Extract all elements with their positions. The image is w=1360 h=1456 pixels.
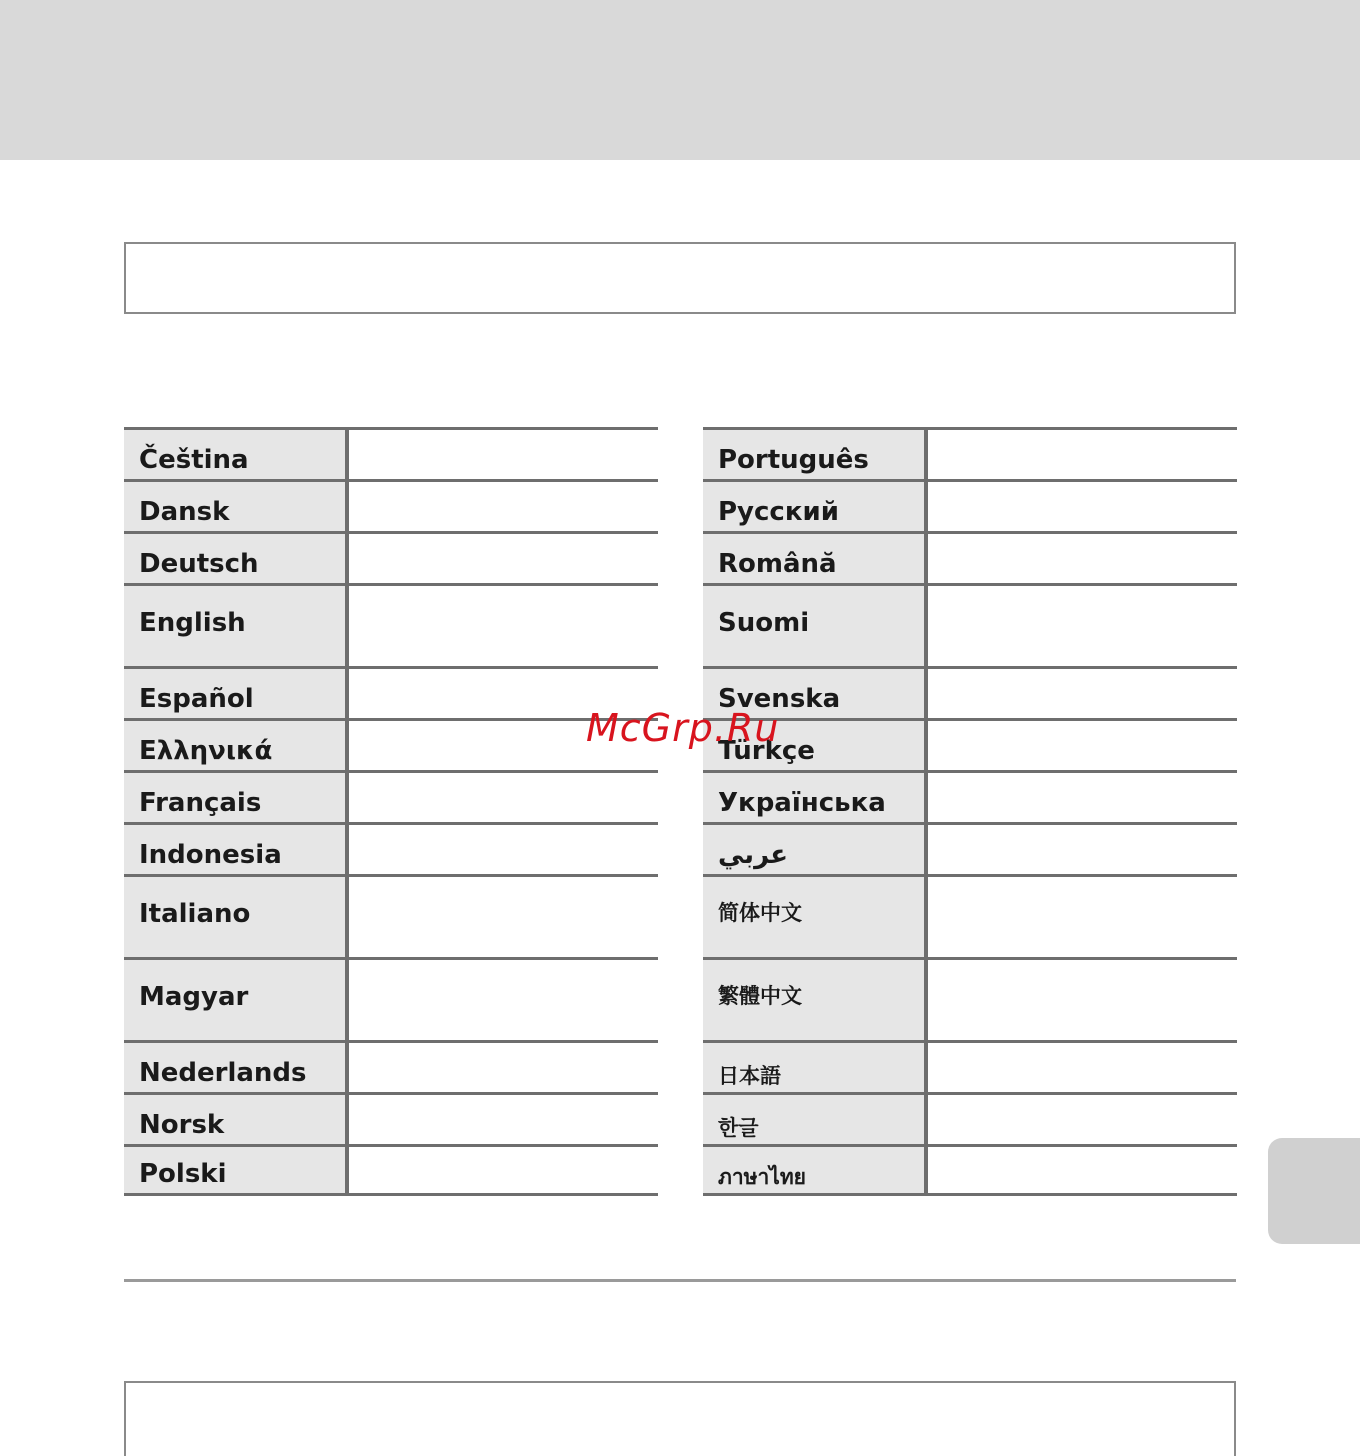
language-row xyxy=(124,770,658,822)
language-description xyxy=(928,430,1237,479)
language-row xyxy=(703,427,1237,479)
language-description xyxy=(349,1147,658,1193)
language-row xyxy=(124,718,658,770)
bottom-frame-box xyxy=(124,1381,1236,1456)
language-description xyxy=(928,1095,1237,1144)
language-row xyxy=(703,479,1237,531)
language-row xyxy=(703,822,1237,874)
language-table-right xyxy=(703,427,1237,1196)
language-row xyxy=(124,583,658,666)
language-name: 繁體中文 xyxy=(703,960,928,1040)
language-description xyxy=(349,430,658,479)
language-description xyxy=(928,1043,1237,1092)
language-description xyxy=(928,721,1237,770)
language-row xyxy=(703,874,1237,957)
language-description xyxy=(349,534,658,583)
language-row xyxy=(703,583,1237,666)
top-frame-box xyxy=(124,242,1236,314)
language-description xyxy=(349,825,658,874)
language-name: 简体中文 xyxy=(703,877,928,957)
language-description xyxy=(349,960,658,1040)
language-row xyxy=(703,770,1237,822)
language-row xyxy=(124,1040,658,1092)
language-name: Deutsch xyxy=(124,534,349,583)
language-row xyxy=(124,531,658,583)
language-row xyxy=(124,479,658,531)
language-row xyxy=(703,531,1237,583)
language-name: Italiano xyxy=(124,877,349,957)
language-name: Svenska xyxy=(703,669,928,718)
language-name: English xyxy=(124,586,349,666)
language-description xyxy=(928,773,1237,822)
language-row xyxy=(124,427,658,479)
language-name: Indonesia xyxy=(124,825,349,874)
language-description xyxy=(349,586,658,666)
language-name: Dansk xyxy=(124,482,349,531)
language-name: Українська xyxy=(703,773,928,822)
watermark-text: McGrp.Ru xyxy=(586,706,780,750)
section-side-tab xyxy=(1268,1138,1360,1244)
language-name: Ελληνικά xyxy=(124,721,349,770)
language-row xyxy=(124,957,658,1040)
language-row xyxy=(703,957,1237,1040)
language-name: Español xyxy=(124,669,349,718)
language-description xyxy=(928,482,1237,531)
header-band xyxy=(0,0,1360,160)
language-description xyxy=(349,877,658,957)
language-name: عربي xyxy=(703,825,928,874)
language-description xyxy=(928,1147,1237,1193)
language-description xyxy=(349,1043,658,1092)
language-row xyxy=(703,718,1237,770)
language-row xyxy=(124,874,658,957)
language-description xyxy=(349,1095,658,1144)
language-name: Türkçe xyxy=(703,721,928,770)
language-name: Magyar xyxy=(124,960,349,1040)
language-description xyxy=(928,586,1237,666)
language-name: Suomi xyxy=(703,586,928,666)
language-name: Norsk xyxy=(124,1095,349,1144)
language-description xyxy=(349,482,658,531)
language-description xyxy=(928,877,1237,957)
language-row xyxy=(703,666,1237,718)
language-name: ภาษาไทย xyxy=(703,1147,928,1193)
language-row xyxy=(124,1092,658,1144)
language-name: 日本語 xyxy=(703,1043,928,1092)
language-description xyxy=(928,825,1237,874)
language-description xyxy=(928,669,1237,718)
language-description xyxy=(349,773,658,822)
language-row xyxy=(703,1040,1237,1092)
language-row xyxy=(703,1144,1237,1196)
language-row xyxy=(124,1144,658,1196)
language-name: Português xyxy=(703,430,928,479)
language-name: Polski xyxy=(124,1147,349,1193)
language-name: Română xyxy=(703,534,928,583)
language-table-left xyxy=(124,427,658,1196)
language-name: Français xyxy=(124,773,349,822)
language-row xyxy=(124,822,658,874)
language-row xyxy=(703,1092,1237,1144)
language-name: Русский xyxy=(703,482,928,531)
language-name: 한글 xyxy=(703,1095,928,1144)
section-separator xyxy=(124,1279,1236,1282)
language-row xyxy=(124,666,658,718)
language-name: Čeština xyxy=(124,430,349,479)
language-description xyxy=(928,534,1237,583)
language-name: Nederlands xyxy=(124,1043,349,1092)
language-description xyxy=(928,960,1237,1040)
